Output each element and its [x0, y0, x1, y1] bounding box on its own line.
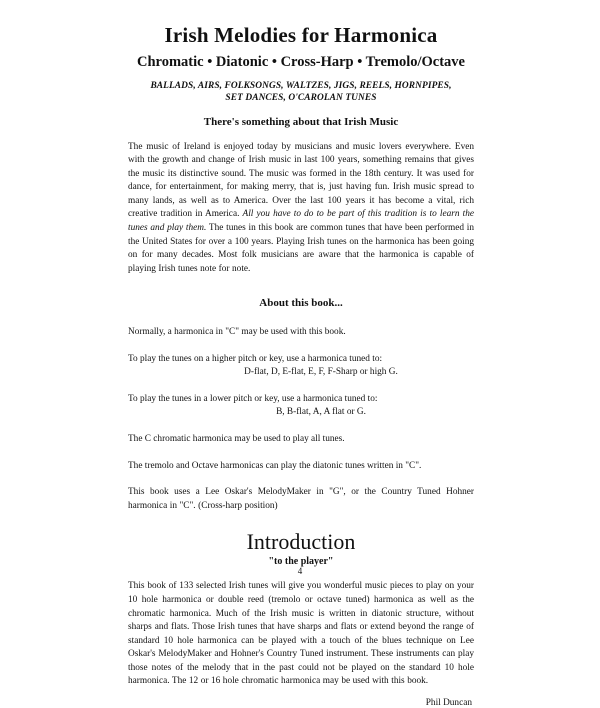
- about-line-lower-pitch: To play the tunes in a lower pitch or key, use a harmonica tuned to:: [128, 393, 378, 404]
- genres-line-1: BALLADS, AIRS, FOLKSONGS, WALTZES, JIGS, REELS, HORNPIPES,: [150, 80, 452, 91]
- spacer: [128, 473, 474, 486]
- page-number: 4: [297, 566, 303, 576]
- page-content: [128, 0, 474, 708]
- page-subtitle: Chromatic • Diatonic • Cross-Harp • Tremolo/Octave: [136, 54, 465, 71]
- spacer: [128, 380, 474, 393]
- about-line-tremolo-octave: The tremolo and Octave harmonicas can play the diatonic tunes written in "C".: [128, 460, 422, 471]
- opening-paragraph: [128, 141, 474, 277]
- introduction-heading: Introduction: [246, 529, 356, 555]
- opening-emphasis: All you have to do to be part of this tradition is to learn the tunes and play them.: [128, 209, 474, 233]
- about-line-melodymaker: This book uses a Lee Oskar's MelodyMaker in "G", or the Country Tuned Hohner harmonica in "C". (Cross-harp position): [128, 487, 474, 511]
- spacer: [128, 309, 474, 326]
- about-this-book-heading: About this book...: [259, 297, 343, 310]
- about-line-higher-pitch: To play the tunes on a higher pitch or key, use a harmonica tuned to:: [128, 353, 383, 364]
- spacer: [128, 128, 474, 141]
- spacer: [128, 513, 474, 530]
- page-title: Irish Melodies for Harmonica: [164, 23, 438, 47]
- tagline: There's something about that Irish Music: [203, 115, 399, 128]
- spacer: [128, 689, 474, 698]
- spacer: [128, 340, 474, 353]
- genres-line-2: SET DANCES, O'CAROLAN TUNES: [225, 93, 377, 104]
- opening-text-part-1: The music of Ireland is enjoyed today by musicians and music lovers everywhere. Even with the growth and change of Irish music in last 100 years, something remains that gives the music its distinctive sound. The music was formed in the 18th century. It was used for dance, for entertainment, for making merry, that is, just having fun. Irish music spread to many lands, as well as to America. Over the last 100 years it has become a vital, rich creative tradition in America.: [128, 141, 474, 220]
- about-keys-lower: B, B-flat, A, A flat or G.: [276, 407, 366, 418]
- about-line-chromatic: The C chromatic harmonica may be used to play all tunes.: [128, 434, 345, 445]
- introduction-body: This book of 133 selected Irish tunes will give you wonderful music pieces to play on your 10 hole harmonica or double reed (tremolo or octave tuned) harmonica as well as the chromatic harmonica. Much of the Irish music is written in diatonic structure, without sharps and flats. Those Irish tunes that have sharps and flats or extend beyond the range of standard 10 hole harmonica can be played with a touch of the blues technique on Lee Oskar's MelodyMaker and Hohner's Country Tuned instrument. These instruments can play those notes of the melody that in the past could not be played on the standard 10 hole harmonica. The 12 or 16 hole chromatic harmonica may be used with this book.: [128, 581, 474, 687]
- spacer: [128, 420, 474, 433]
- about-keys-higher: D-flat, D, E-flat, E, F, F-Sharp or high G.: [244, 367, 398, 378]
- about-line-normally: Normally, a harmonica in "C" may be used with this book.: [128, 327, 346, 338]
- author-signature: Phil Duncan: [425, 697, 472, 708]
- opening-text-part-2: The tunes in this book are common tunes that have been performed in the United States for over a 100 years. Playing Irish tunes on the harmonica has been going on for many decades. Most folk musicians are aware that the harmonica is capable of playing Irish tunes note for note.: [128, 222, 475, 274]
- spacer: [128, 447, 474, 460]
- introduction-subheading: "to the player": [268, 556, 334, 568]
- spacer: [128, 276, 474, 297]
